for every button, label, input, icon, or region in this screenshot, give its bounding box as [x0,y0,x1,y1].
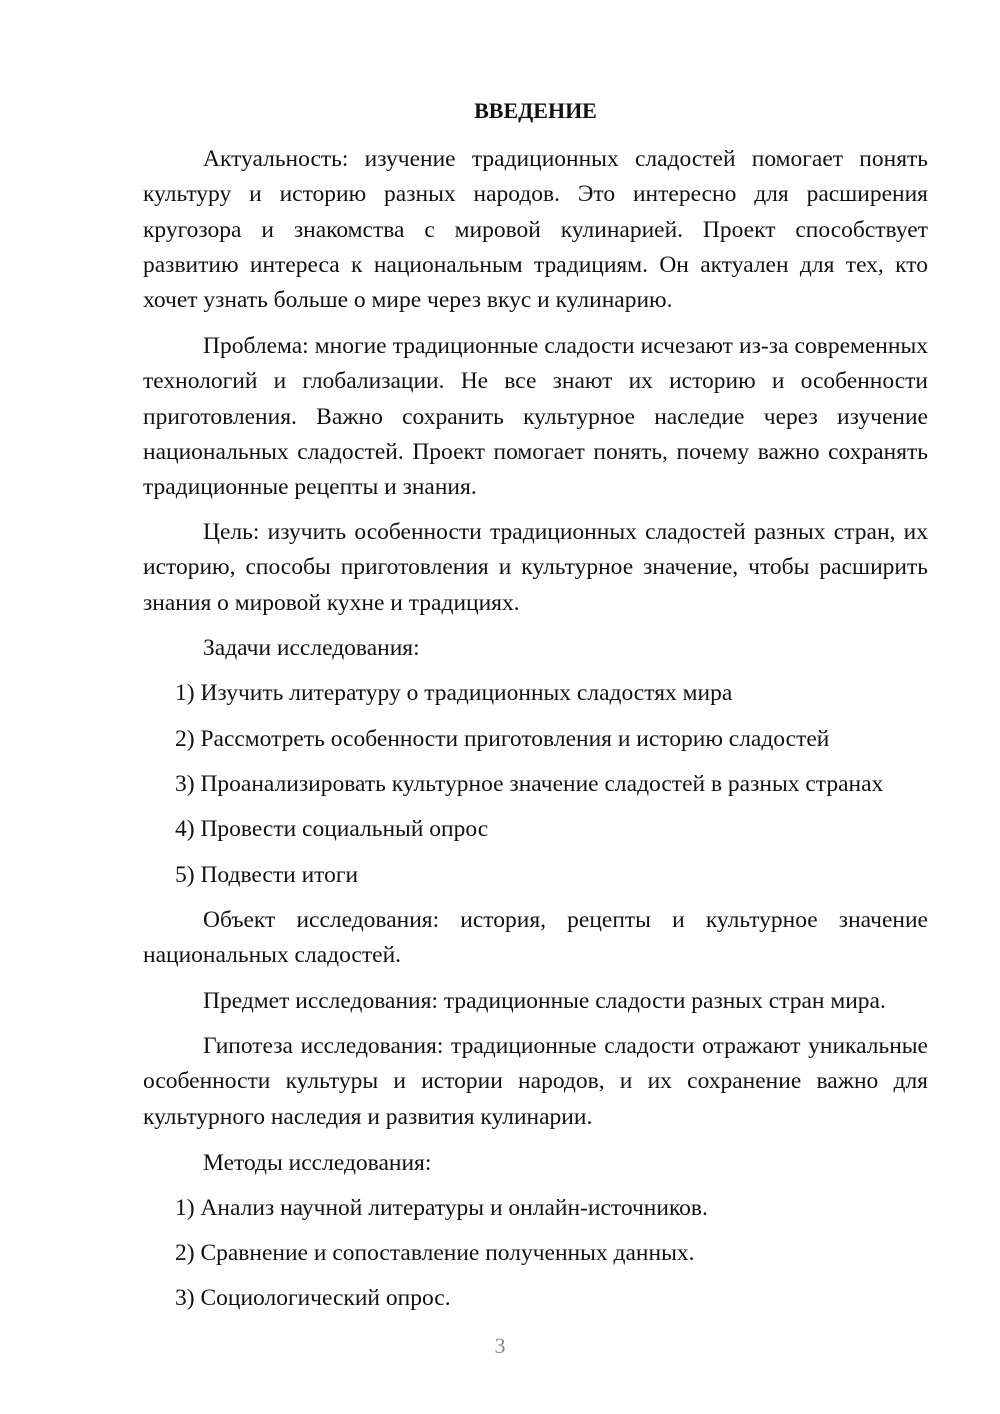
task-item: 1) Изучить литературу о традиционных сладостях мира [175,680,733,706]
task-item: 2) Рассмотреть особенности приготовления и историю сладостей [175,726,830,752]
method-item: 1) Анализ научной литературы и онлайн-источников. [175,1195,708,1221]
goal-paragraph: Цель: изучить особенности традиционных сладостей разных стран, их историю, способы приготовления и культурное значение, чтобы расширить знания о мировой кухне и традициях. [143,519,928,616]
method-item: 2) Сравнение и сопоставление полученных данных. [175,1240,695,1266]
problem-paragraph: Проблема: многие традиционные сладости исчезают из-за современных технологий и глобализации. Не все знают их историю и особенности приготовления. Важно сохранить культурное наследие через изучение национальных сладостей. Проект помогает понять, почему важно сохранять традиционные рецепты и знания. [143,333,928,501]
method-item: 3) Социологический опрос. [175,1285,451,1311]
task-item: 4) Провести социальный опрос [175,816,489,842]
task-item: 5) Подвести итоги [175,862,359,888]
hypothesis-paragraph: Гипотеза исследования: традиционные сладости отражают уникальные особенности культуры и истории народов, и их сохранение важно для культурного наследия и развития кулинарии. [143,1033,928,1130]
page-number: 3 [494,1333,506,1358]
tasks-heading: Задачи исследования: [203,635,420,661]
subject-paragraph: Предмет исследования: традиционные сладости разных стран мира. [203,988,886,1014]
methods-heading: Методы исследования: [203,1150,432,1176]
object-paragraph: Объект исследования: история, рецепты и культурное значение национальных сладостей. [143,907,928,969]
relevance-paragraph: Актуальность: изучение традиционных сладостей помогает понять культуру и историю разных народов. Это интересно для расширения кругозора и знакомства с мировой кулинарией. Проект способствует развитию интереса к национальным традициям. Он актуален для тех, кто хочет узнать больше о мире через вкус и кулинарию. [143,146,928,314]
page-title: ВВЕДЕНИЕ [474,98,597,123]
task-item: 3) Проанализировать культурное значение сладостей в разных странах [175,771,884,797]
